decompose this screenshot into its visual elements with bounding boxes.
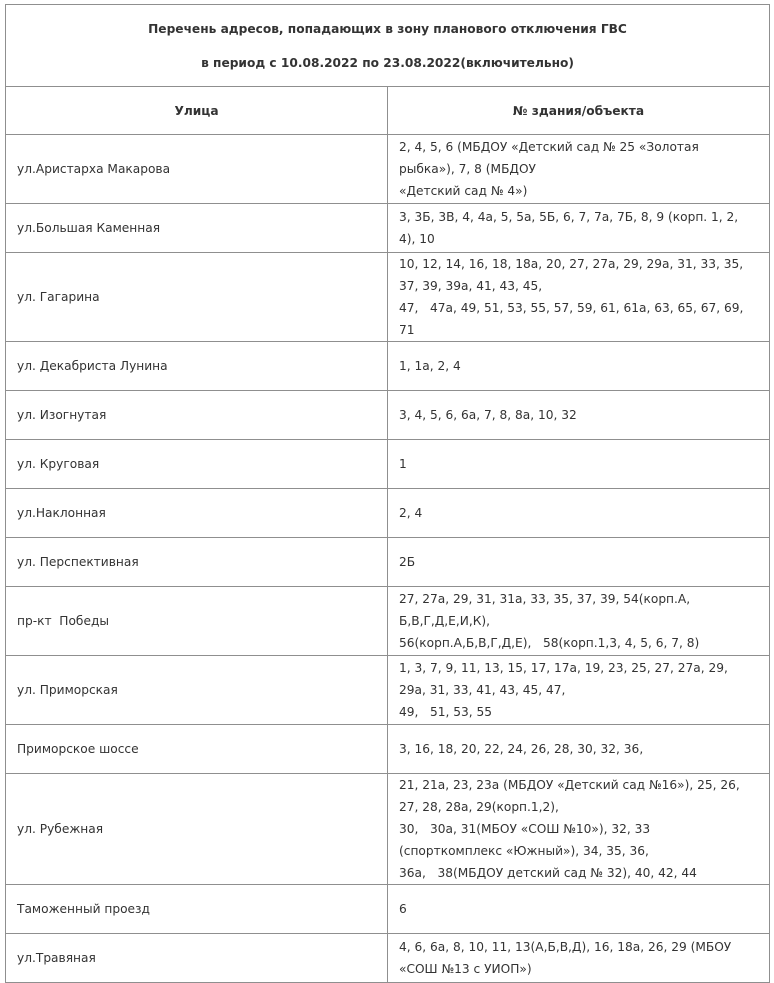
buildings-line: 36а, 38(МБДОУ детский сад № 32), 40, 42, 44	[399, 866, 697, 880]
buildings-cell	[388, 253, 770, 342]
buildings-line: 3, 16, 18, 20, 22, 24, 26, 28, 30, 32, 36,	[399, 742, 644, 756]
buildings-line: 30, 30а, 31(МБОУ «СОШ №10»), 32, 33 (спорткомплекс «Южный»), 34, 35, 36,	[399, 822, 655, 858]
street-name: ул. Гагарина	[17, 290, 100, 304]
buildings-cell	[388, 391, 770, 440]
buildings-line: 3, 3Б, 3В, 4, 4а, 5, 5а, 5Б, 6, 7, 7а, 7Б, 8, 9 (корп. 1, 2, 4), 10	[399, 210, 743, 246]
table-row	[6, 204, 770, 253]
street-cell	[6, 934, 388, 983]
table-row	[6, 885, 770, 934]
table-row	[6, 934, 770, 983]
column-header-street: Улица	[6, 87, 388, 135]
table-row	[6, 135, 770, 204]
street-cell	[6, 885, 388, 934]
buildings-line: 6	[399, 902, 407, 916]
table-caption	[6, 5, 770, 87]
buildings-line: 1, 1а, 2, 4	[399, 359, 461, 373]
table-row	[6, 656, 770, 725]
column-header-buildings: № здания/объекта	[388, 87, 770, 135]
buildings-cell	[388, 656, 770, 725]
street-name: ул. Рубежная	[17, 822, 104, 836]
street-cell	[6, 253, 388, 342]
street-cell	[6, 538, 388, 587]
buildings-line: 47, 47а, 49, 51, 53, 55, 57, 59, 61, 61а, 63, 65, 67, 69, 71	[399, 301, 748, 337]
buildings-line: 1	[399, 457, 407, 471]
caption-title: Перечень адресов, попадающих в зону планового отключения ГВС	[148, 21, 627, 36]
buildings-line: 4, 6, 6а, 8, 10, 11, 13(А,Б,В,Д), 16, 18а, 26, 29 (МБОУ «СОШ №13 с УИОП»)	[399, 940, 736, 976]
street-cell	[6, 342, 388, 391]
buildings-line: 2, 4, 5, 6 (МБДОУ «Детский сад № 25 «Золотая рыбка»), 7, 8 (МБДОУ	[399, 140, 703, 176]
table-row	[6, 587, 770, 656]
buildings-line: 56(корп.А,Б,В,Г,Д,Е), 58(корп.1,3, 4, 5, 6, 7, 8)	[399, 636, 700, 650]
street-cell	[6, 587, 388, 656]
buildings-cell	[388, 135, 770, 204]
buildings-line: 27, 27а, 29, 31, 31а, 33, 35, 37, 39, 54(корп.А, Б,В,Г,Д,Е,И,К),	[399, 592, 694, 628]
table-row	[6, 391, 770, 440]
street-cell	[6, 489, 388, 538]
buildings-cell	[388, 934, 770, 983]
street-name: ул.Наклонная	[17, 506, 106, 520]
buildings-line: «Детский сад № 4»)	[399, 184, 528, 198]
street-name: ул. Изогнутая	[17, 408, 107, 422]
buildings-line: 3, 4, 5, 6, 6а, 7, 8, 8а, 10, 32	[399, 408, 577, 422]
table-row	[6, 489, 770, 538]
street-cell	[6, 774, 388, 885]
street-name: ул.Аристарха Макарова	[17, 162, 171, 176]
buildings-cell	[388, 204, 770, 253]
buildings-cell	[388, 489, 770, 538]
street-name: ул. Перспективная	[17, 555, 139, 569]
buildings-line: 2, 4	[399, 506, 423, 520]
address-table	[5, 4, 770, 983]
street-name: ул. Декабриста Лунина	[17, 359, 168, 373]
street-name: Приморское шоссе	[17, 742, 139, 756]
table-row	[6, 774, 770, 885]
buildings-line: 21, 21а, 23, 23а (МБДОУ «Детский сад №16»), 25, 26, 27, 28, 28а, 29(корп.1,2),	[399, 778, 744, 814]
street-cell	[6, 391, 388, 440]
buildings-line: 49, 51, 53, 55	[399, 705, 493, 719]
buildings-cell	[388, 587, 770, 656]
caption-row	[6, 5, 770, 87]
buildings-cell	[388, 342, 770, 391]
street-cell	[6, 204, 388, 253]
buildings-cell	[388, 725, 770, 774]
buildings-cell	[388, 440, 770, 489]
buildings-line: 2Б	[399, 555, 416, 569]
street-cell	[6, 440, 388, 489]
table-row	[6, 725, 770, 774]
table-row	[6, 342, 770, 391]
buildings-cell	[388, 885, 770, 934]
buildings-line: 10, 12, 14, 16, 18, 18а, 20, 27, 27а, 29, 29а, 31, 33, 35, 37, 39, 39а, 41, 43, 45,	[399, 257, 747, 293]
street-cell	[6, 656, 388, 725]
street-name: ул.Травяная	[17, 951, 96, 965]
buildings-cell	[388, 538, 770, 587]
caption-period: в период с 10.08.2022 по 23.08.2022(включительно)	[201, 55, 574, 70]
table-row	[6, 253, 770, 342]
buildings-line: 1, 3, 7, 9, 11, 13, 15, 17, 17а, 19, 23, 25, 27, 27а, 29, 29а, 31, 33, 41, 43, 45, 47,	[399, 661, 732, 697]
table-row	[6, 538, 770, 587]
street-name: ул. Круговая	[17, 457, 100, 471]
street-name: ул. Приморская	[17, 683, 118, 697]
buildings-cell	[388, 774, 770, 885]
street-cell	[6, 135, 388, 204]
document	[5, 4, 770, 983]
street-name: Таможенный проезд	[17, 902, 150, 916]
street-name: ул.Большая Каменная	[17, 221, 161, 235]
table-row	[6, 440, 770, 489]
street-name: пр-кт Победы	[17, 614, 109, 628]
header-row	[6, 87, 770, 135]
street-cell	[6, 725, 388, 774]
